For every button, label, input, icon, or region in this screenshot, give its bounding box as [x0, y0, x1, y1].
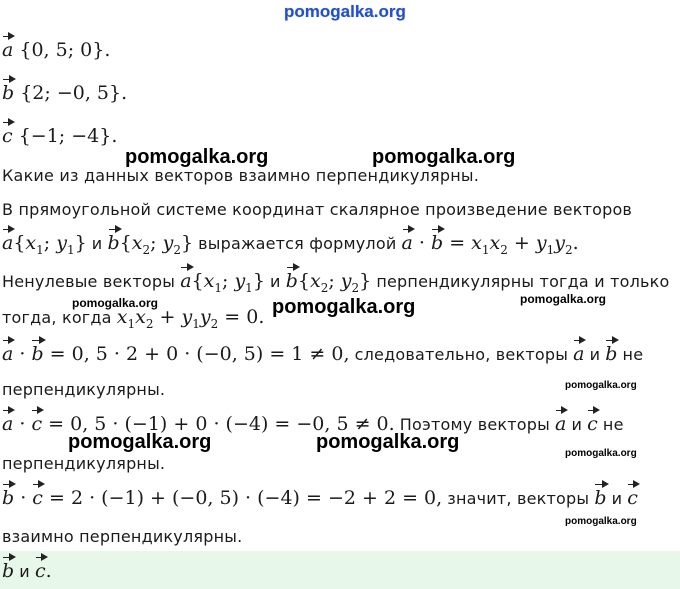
- given-vector-c: c {−1; −4}.: [2, 118, 117, 147]
- watermark-top: pomogalka.org: [284, 2, 406, 21]
- watermark: pomogalka.org: [372, 146, 516, 168]
- answer-text: b и c.: [2, 553, 52, 582]
- dot-product-bc: b · c = 2 · (−1) + (−0, 5) · (−4) = −2 + 2 = 0, значит, векторы b и c: [2, 480, 638, 509]
- dot-product-ac: a · c = 0, 5 · (−1) + 0 · (−4) = −0, 5 ≠ 0. Поэтому векторы a и c не: [2, 406, 624, 435]
- watermark: pomogalka.org: [316, 431, 460, 453]
- answer-box: [0, 551, 680, 589]
- watermark: pomogalka.org: [72, 296, 159, 310]
- watermark: pomogalka.org: [68, 431, 212, 453]
- watermark: pomogalka.org: [272, 296, 416, 318]
- given-vector-a: a {0, 5; 0}.: [2, 32, 110, 61]
- dot-product-ab: a · b = 0, 5 · 2 + 0 · (−0, 5) = 1 ≠ 0, следовательно, векторы a и b не: [2, 336, 643, 365]
- theory-condition: тогда, когда $x_1x_2 + y_1y_2 = 0$.: [2, 306, 265, 331]
- watermark: pomogalka.org: [565, 380, 637, 391]
- theory-paragraph-1: В прямоугольной системе координат скалярное произведение векторов: [2, 200, 633, 219]
- dot-product-ac-conclusion: перпендикулярны.: [2, 454, 166, 473]
- watermark: pomogalka.org: [565, 448, 637, 459]
- given-vector-b: b {2; −0, 5}.: [2, 75, 127, 104]
- question-text: Какие из данных векторов взаимно перпендикулярны.: [2, 166, 479, 185]
- watermark: pomogalka.org: [125, 146, 269, 168]
- watermark: pomogalka.org: [565, 516, 637, 527]
- theory-paragraph-2: Ненулевые векторы $a\{x_1$; $y_1$} и $b\{x_2$; $y_2$} перпендикулярны тогда и только: [2, 263, 670, 295]
- watermark: pomogalka.org: [520, 292, 607, 306]
- dot-product-ab-conclusion: перпендикулярны.: [2, 380, 166, 399]
- theory-formula-line: $a\{x_1$; $y_1$} и $b\{x_2$; $y_2$} выражается формулой $a \cdot b = x_1x_2 + y_1y_2$.: [2, 225, 579, 257]
- dot-product-bc-conclusion: взаимно перпендикулярны.: [2, 527, 243, 546]
